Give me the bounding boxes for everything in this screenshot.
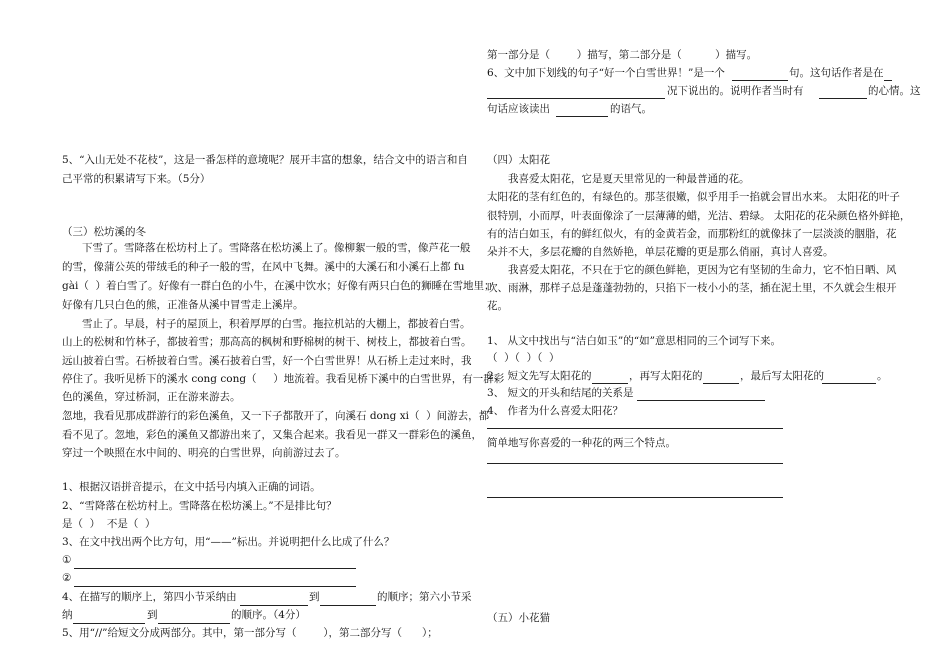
right-q6-blank-3[interactable]	[487, 98, 665, 99]
passage3-line: 雪止了。早晨，村子的屋顶上，积着厚厚的白雪。拖拉机站的大棚上，都披着白雪。	[82, 318, 471, 330]
passage3-line: 的雪，像蒲公英的带绒毛的种子一般的雪，在风中飞舞。溪中的大溪石和小溪石上都 fu	[62, 261, 465, 273]
right-q6-blank-2[interactable]	[884, 80, 892, 81]
left-q3-answer-2-line[interactable]	[74, 586, 356, 587]
right-question-5: 简单地写你喜爱的一种花的两三个特点。	[487, 437, 676, 449]
left-q3-answer-2-marker: ②	[62, 572, 72, 584]
passage3-line: 看不见了。忽地，彩色的溪鱼又都游出来了，又集合起来。我看见一群又一群彩色的溪鱼，	[62, 429, 482, 441]
passage4-line: 我喜爱太阳花，不只在于它的颜色鲜艳，更因为它有坚韧的生命力，它不怕日晒、风	[508, 264, 897, 276]
left-q5-line1: 5、“入山无处不花枝”，这是一番怎样的意境呢？展开丰富的想象，结合文中的语言和自	[62, 154, 468, 166]
left-question-4-part5: 到	[147, 609, 158, 621]
right-q6-part3: 况下说出的。说明作者当时有	[667, 85, 804, 97]
right-question-4: 4、 作者为什么喜爱太阳花？	[487, 405, 624, 417]
left-q4-blank-4[interactable]	[158, 623, 230, 624]
left-q4-blank-1[interactable]	[240, 605, 308, 606]
passage3-line: 远山披着白雪。石桥披着白雪。溪石披着白雪，好一个白雪世界！从石桥上走过来时，我	[62, 355, 472, 367]
left-question-5: 5、用“//”给短文分成两部分。其中，第一部分写（ ），第二部分写（ ）；	[62, 627, 438, 639]
right-question-2-part4: 。	[877, 370, 888, 382]
right-question-1-options: （ ）（ ）（ ）	[487, 352, 560, 364]
section4-title: （四）太阳花	[487, 154, 550, 166]
right-q2-blank-3[interactable]	[822, 383, 876, 384]
passage3-line: 忽地，我看见那成群游行的彩色溪鱼，又一下子都散开了，向溪石 dong xi（ ）间游去，都	[62, 410, 490, 422]
passage4-line: 很特别，小而厚，叶表面像涂了一层薄薄的蜡，光洁、碧绿。 太阳花的花朵颜色格外鲜艳，	[487, 210, 911, 222]
right-question-2-part1: 2、 短文先写太阳花的	[487, 370, 592, 382]
left-q3-answer-1-marker: ①	[62, 554, 72, 566]
right-q5-answer-line-2[interactable]	[487, 497, 783, 498]
section5-title: （五）小花猫	[487, 612, 550, 624]
passage4-line: 有的洁白如玉，有的鲜红似火，有的金黄若金，而那粉红的就像抹了一层淡淡的胭脂，花	[487, 228, 897, 240]
right-q2-blank-1[interactable]	[592, 383, 628, 384]
right-q5-answer-line-1[interactable]	[487, 463, 783, 464]
passage3-line: 色的溪鱼，穿过桥洞，正在游来游去。	[62, 391, 241, 403]
right-question-1: 1、 从文中找出与“洁白如玉”的“如”意思相同的三个词写下来。	[487, 335, 781, 347]
passage4-line: 太阳花的茎有红色的，有绿色的。那茎很嫩，似乎用手一掐就会冒出水来。 太阳花的叶子	[487, 191, 900, 203]
right-q6-blank-4[interactable]	[819, 98, 867, 99]
left-q5-line2: 己平常的积累请写下来。（5分）	[62, 173, 211, 185]
left-question-4-part1: 4、在描写的顺序上，第四小节采纳由	[62, 591, 237, 603]
left-question-2-options: 是（ ） 不是（ ）	[62, 518, 156, 530]
right-question-3: 3、 短文的开头和结尾的关系是	[487, 387, 634, 399]
passage4-line: 我喜爱太阳花，它是夏天里常见的一种最普通的花。	[508, 173, 750, 185]
right-question-2-part3: ，最后写太阳花的	[740, 370, 824, 382]
right-q6-part1: 6、文中加下划线的句子“好一个白雪世界！”是一个	[487, 67, 725, 79]
right-question-2-part2: ，再写太阳花的	[629, 370, 703, 382]
passage4-line: 朵并不大，多层花瓣的自然娇艳，单层花瓣的更是那么俏丽，真讨人喜爱。	[487, 246, 834, 258]
right-q6-part5: 句话应该读出	[487, 103, 550, 115]
left-question-3: 3、在文中找出两个比方句，用“——”标出。并说明把什么比成了什么？	[62, 536, 395, 548]
left-question-2: 2、“雪降落在松坊村上。雪降落在松坊溪上。”不是排比句？	[62, 500, 337, 512]
passage3-line: 好像有几只白色的熊，正准备从溪中冒雪走上溪岸。	[62, 299, 304, 311]
left-question-4-part6: 的顺序。（4分）	[231, 609, 306, 621]
left-question-4-part3: 的顺序；第六小节采	[377, 591, 472, 603]
right-q6-part4: 的心情。这	[868, 85, 921, 97]
passage4-line: 花。	[487, 300, 508, 312]
right-q6-part2: 句。这句话作者是在	[789, 67, 884, 79]
right-q6-blank-5[interactable]	[556, 116, 608, 117]
right-q4-answer-line[interactable]	[487, 428, 783, 429]
passage3-line: 停住了。我听见桥下的溪水 cong cong（ ）地流着。我看见桥下溪中的白雪世界，有一群彩	[62, 373, 505, 385]
passage3-line: 穿过一个映照在水中间的、明亮的白雪世界，向前游过去了。	[62, 447, 346, 459]
right-q3-blank[interactable]	[637, 400, 765, 401]
left-q3-answer-1-line[interactable]	[74, 568, 356, 569]
section3-title: （三）松坊溪的冬	[62, 226, 146, 238]
left-q4-blank-2[interactable]	[320, 605, 376, 606]
right-q2-blank-2[interactable]	[703, 383, 739, 384]
left-question-4-part4: 纳	[62, 609, 73, 621]
right-top-line1: 第一部分是（ ）描写，第二部分是（ ）描写。	[487, 49, 758, 61]
passage3-line: gài（ ）着白雪了。好像有一群白色的小牛，在溪中饮水；好像有两只白色的狮睡在雪地里；	[62, 280, 495, 292]
left-question-4-part2: 到	[309, 591, 320, 603]
passage4-line: 吹、雨淋，那样子总是蓬蓬勃勃的，只掐下一枝小小的茎，插在泥土里，不久就会生根开	[487, 282, 897, 294]
passage3-line: 下雪了。雪降落在松坊村上了。雪降落在松坊溪上了。像柳絮一般的雪，像芦花一般	[82, 242, 471, 254]
right-q6-blank-1[interactable]	[732, 80, 788, 81]
right-q6-part6: 的语气。	[610, 103, 652, 115]
left-question-1: 1、根据汉语拼音提示，在文中括号内填入正确的词语。	[62, 481, 321, 493]
left-q4-blank-3[interactable]	[73, 623, 145, 624]
passage3-line: 山上的松树和竹林子，都披着雪；那高高的枫树和野棉树的树干、树枝上，都披着白雪。	[62, 336, 472, 348]
